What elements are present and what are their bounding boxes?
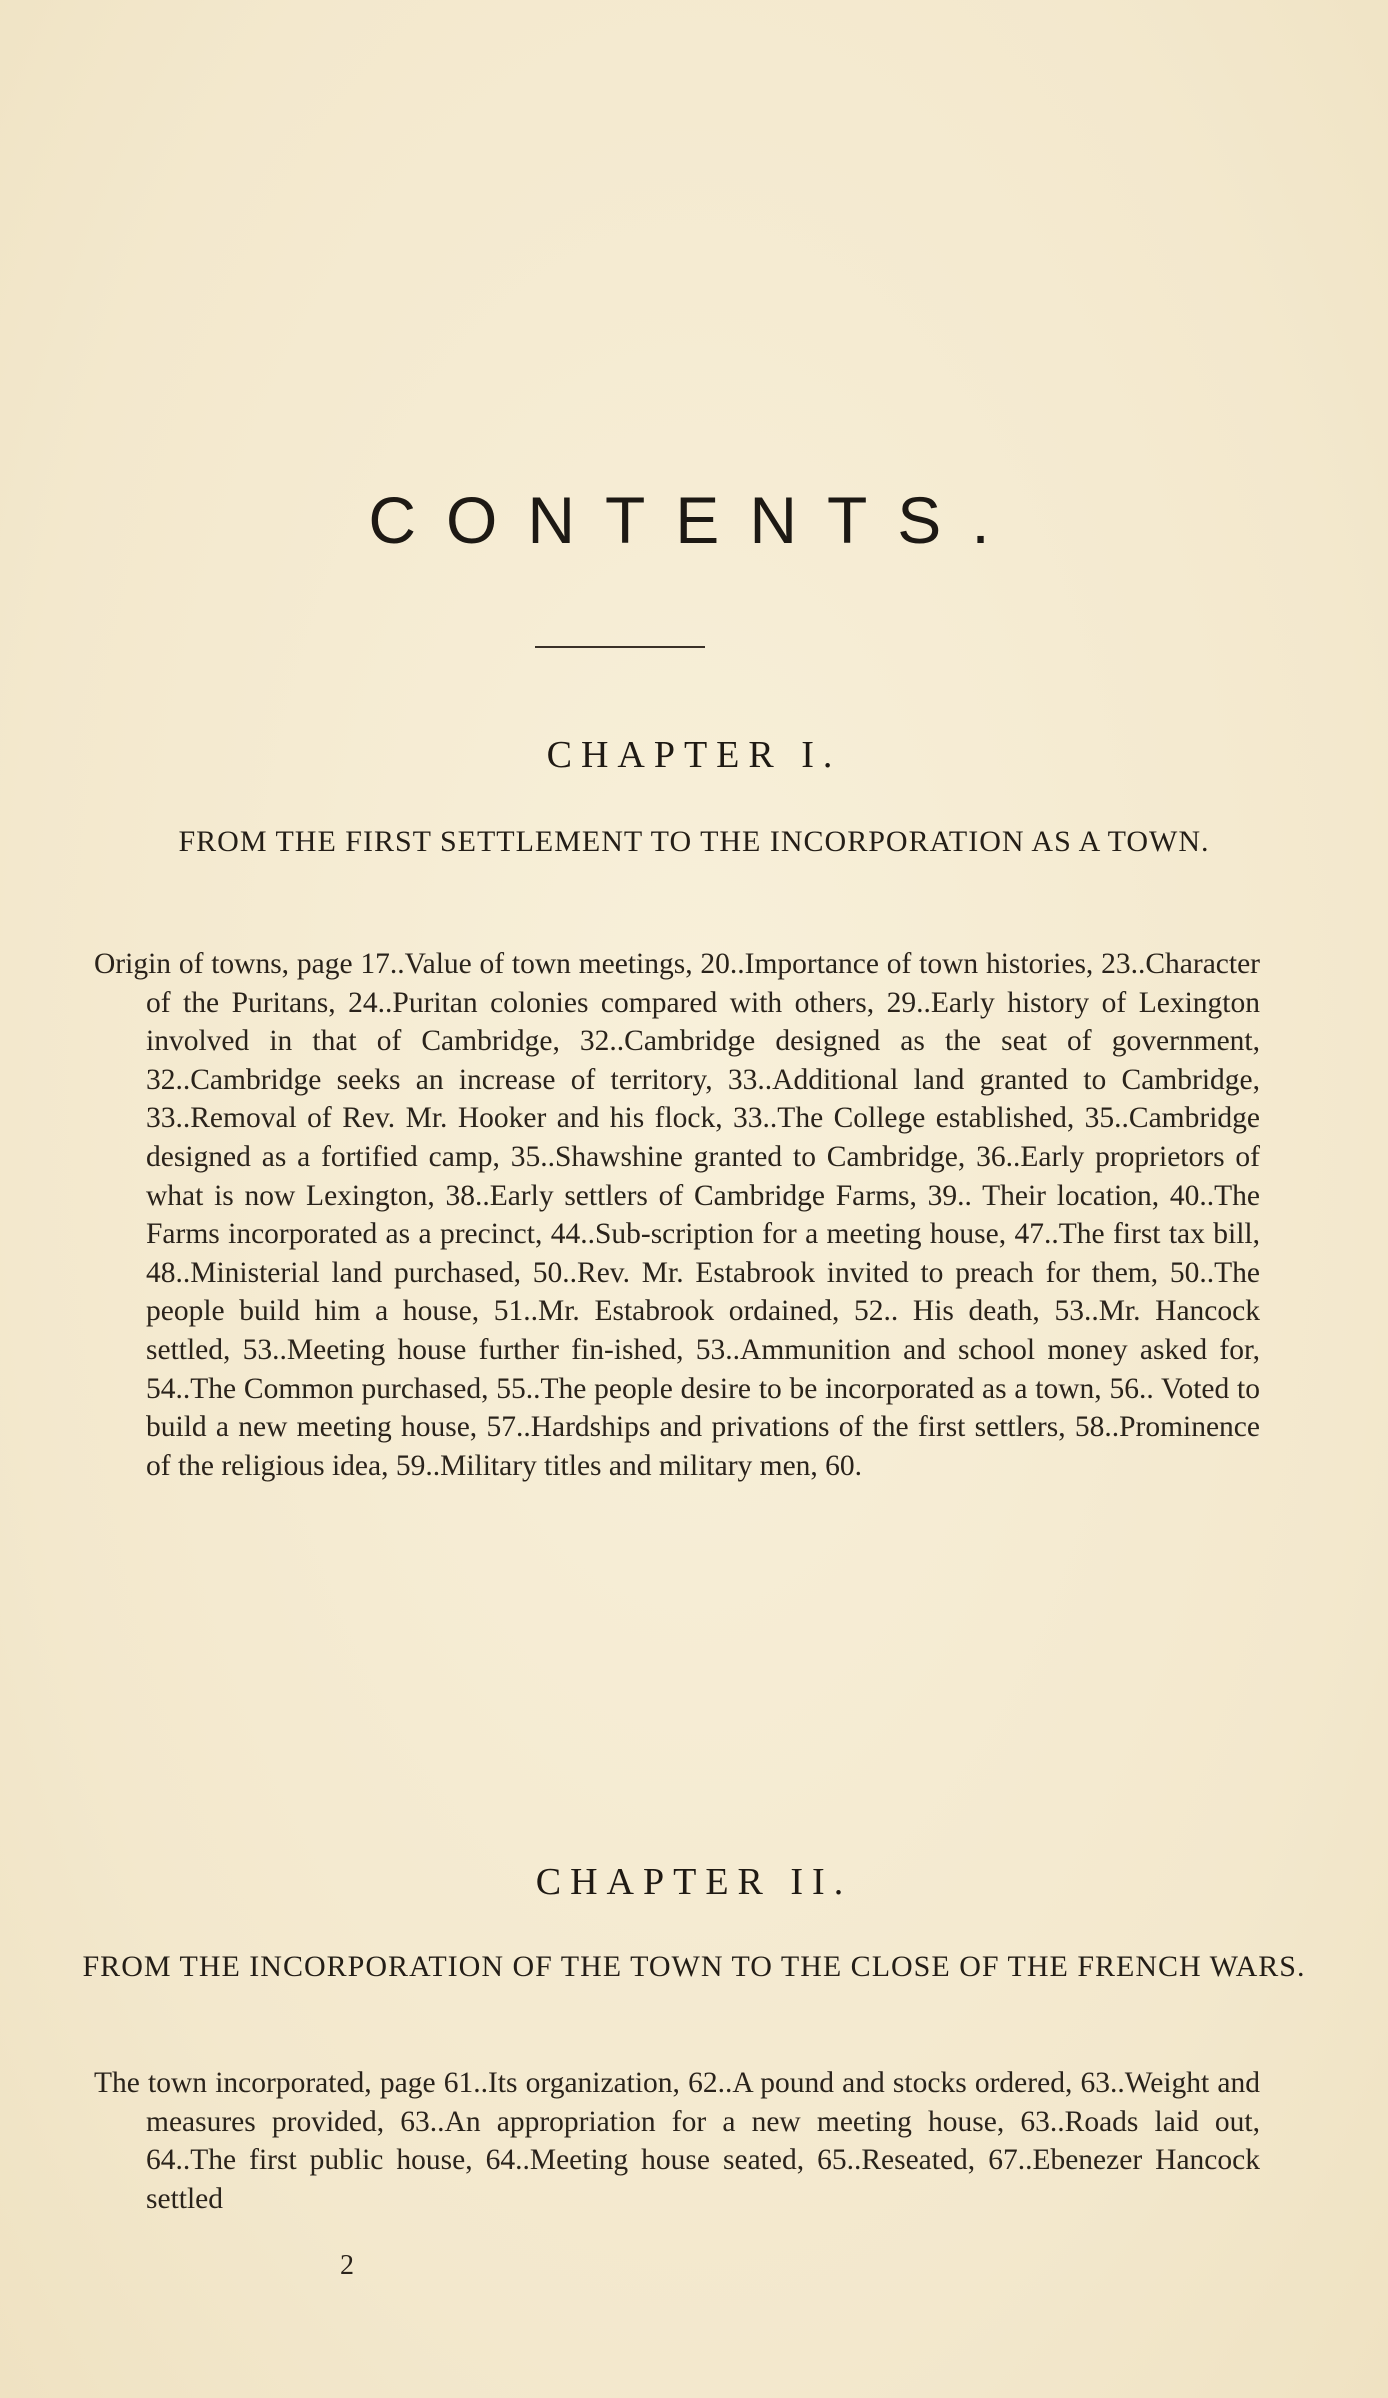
chapter-2-heading: CHAPTER II. <box>535 1861 853 1903</box>
signature-mark: 2 <box>340 2250 354 2281</box>
contents-title: CONTENTS. <box>368 483 1020 557</box>
chapter-1-heading: CHAPTER I. <box>546 734 842 776</box>
chapter-1-summary: Origin of towns, page 17..Value of town meetings, 20..Importance of town histories, 23..Character of the Puritans, 24..Puritan colonies compared with others, 29..Early history of Lexington involved in that of Cambridge, 32..Cambridge designed as the seat of government, 32..Cambridge seeks an increase of territory, 33..Additional land granted to Cambridge, 33..Removal of Rev. Mr. Hooker and his flock, 33..The College established, 35..Cambridge designed as a fortified camp, 35..Shawshine granted to Cambridge, 36..Early proprietors of what is now Lexington, 38..Early settlers of Cambridge Farms, 39.. Their location, 40..The Farms incorporated as a precinct, 44..Sub-scription for a meeting house, 47..The first tax bill, 48..Ministerial land purchased, 50..Rev. Mr. Estabrook invited to preach for them, 50..The people build him a house, 51..Mr. Estabrook ordained, 52.. His death, 53..Mr. Hancock settled, 53..Meeting house further fin-ished, 53..Ammunition and school money asked for, 54..The Common purchased, 55..The people desire to be incorporated as a town, 56.. Voted to build a new meeting house, 57..Hardships and privations of the first settlers, 58..Prominence of the religious idea, 59..Military titles and military men, 60. <box>94 948 1260 1482</box>
chapter-2-subtitle: FROM THE INCORPORATION OF THE TOWN TO THE CLOSE OF THE FRENCH WARS. <box>82 1950 1306 1983</box>
title-rule <box>535 646 705 648</box>
chapter-1-subtitle: FROM THE FIRST SETTLEMENT TO THE INCORPORATION AS A TOWN. <box>178 825 1210 858</box>
chapter-2-summary: The town incorporated, page 61..Its organization, 62..A pound and stocks ordered, 63..Weight and measures provided, 63..An appropriation for a new meeting house, 63..Roads laid out, 64..The first public house, 64..Meeting house seated, 65..Reseated, 67..Ebenezer Hancock settled <box>94 2067 1260 2215</box>
